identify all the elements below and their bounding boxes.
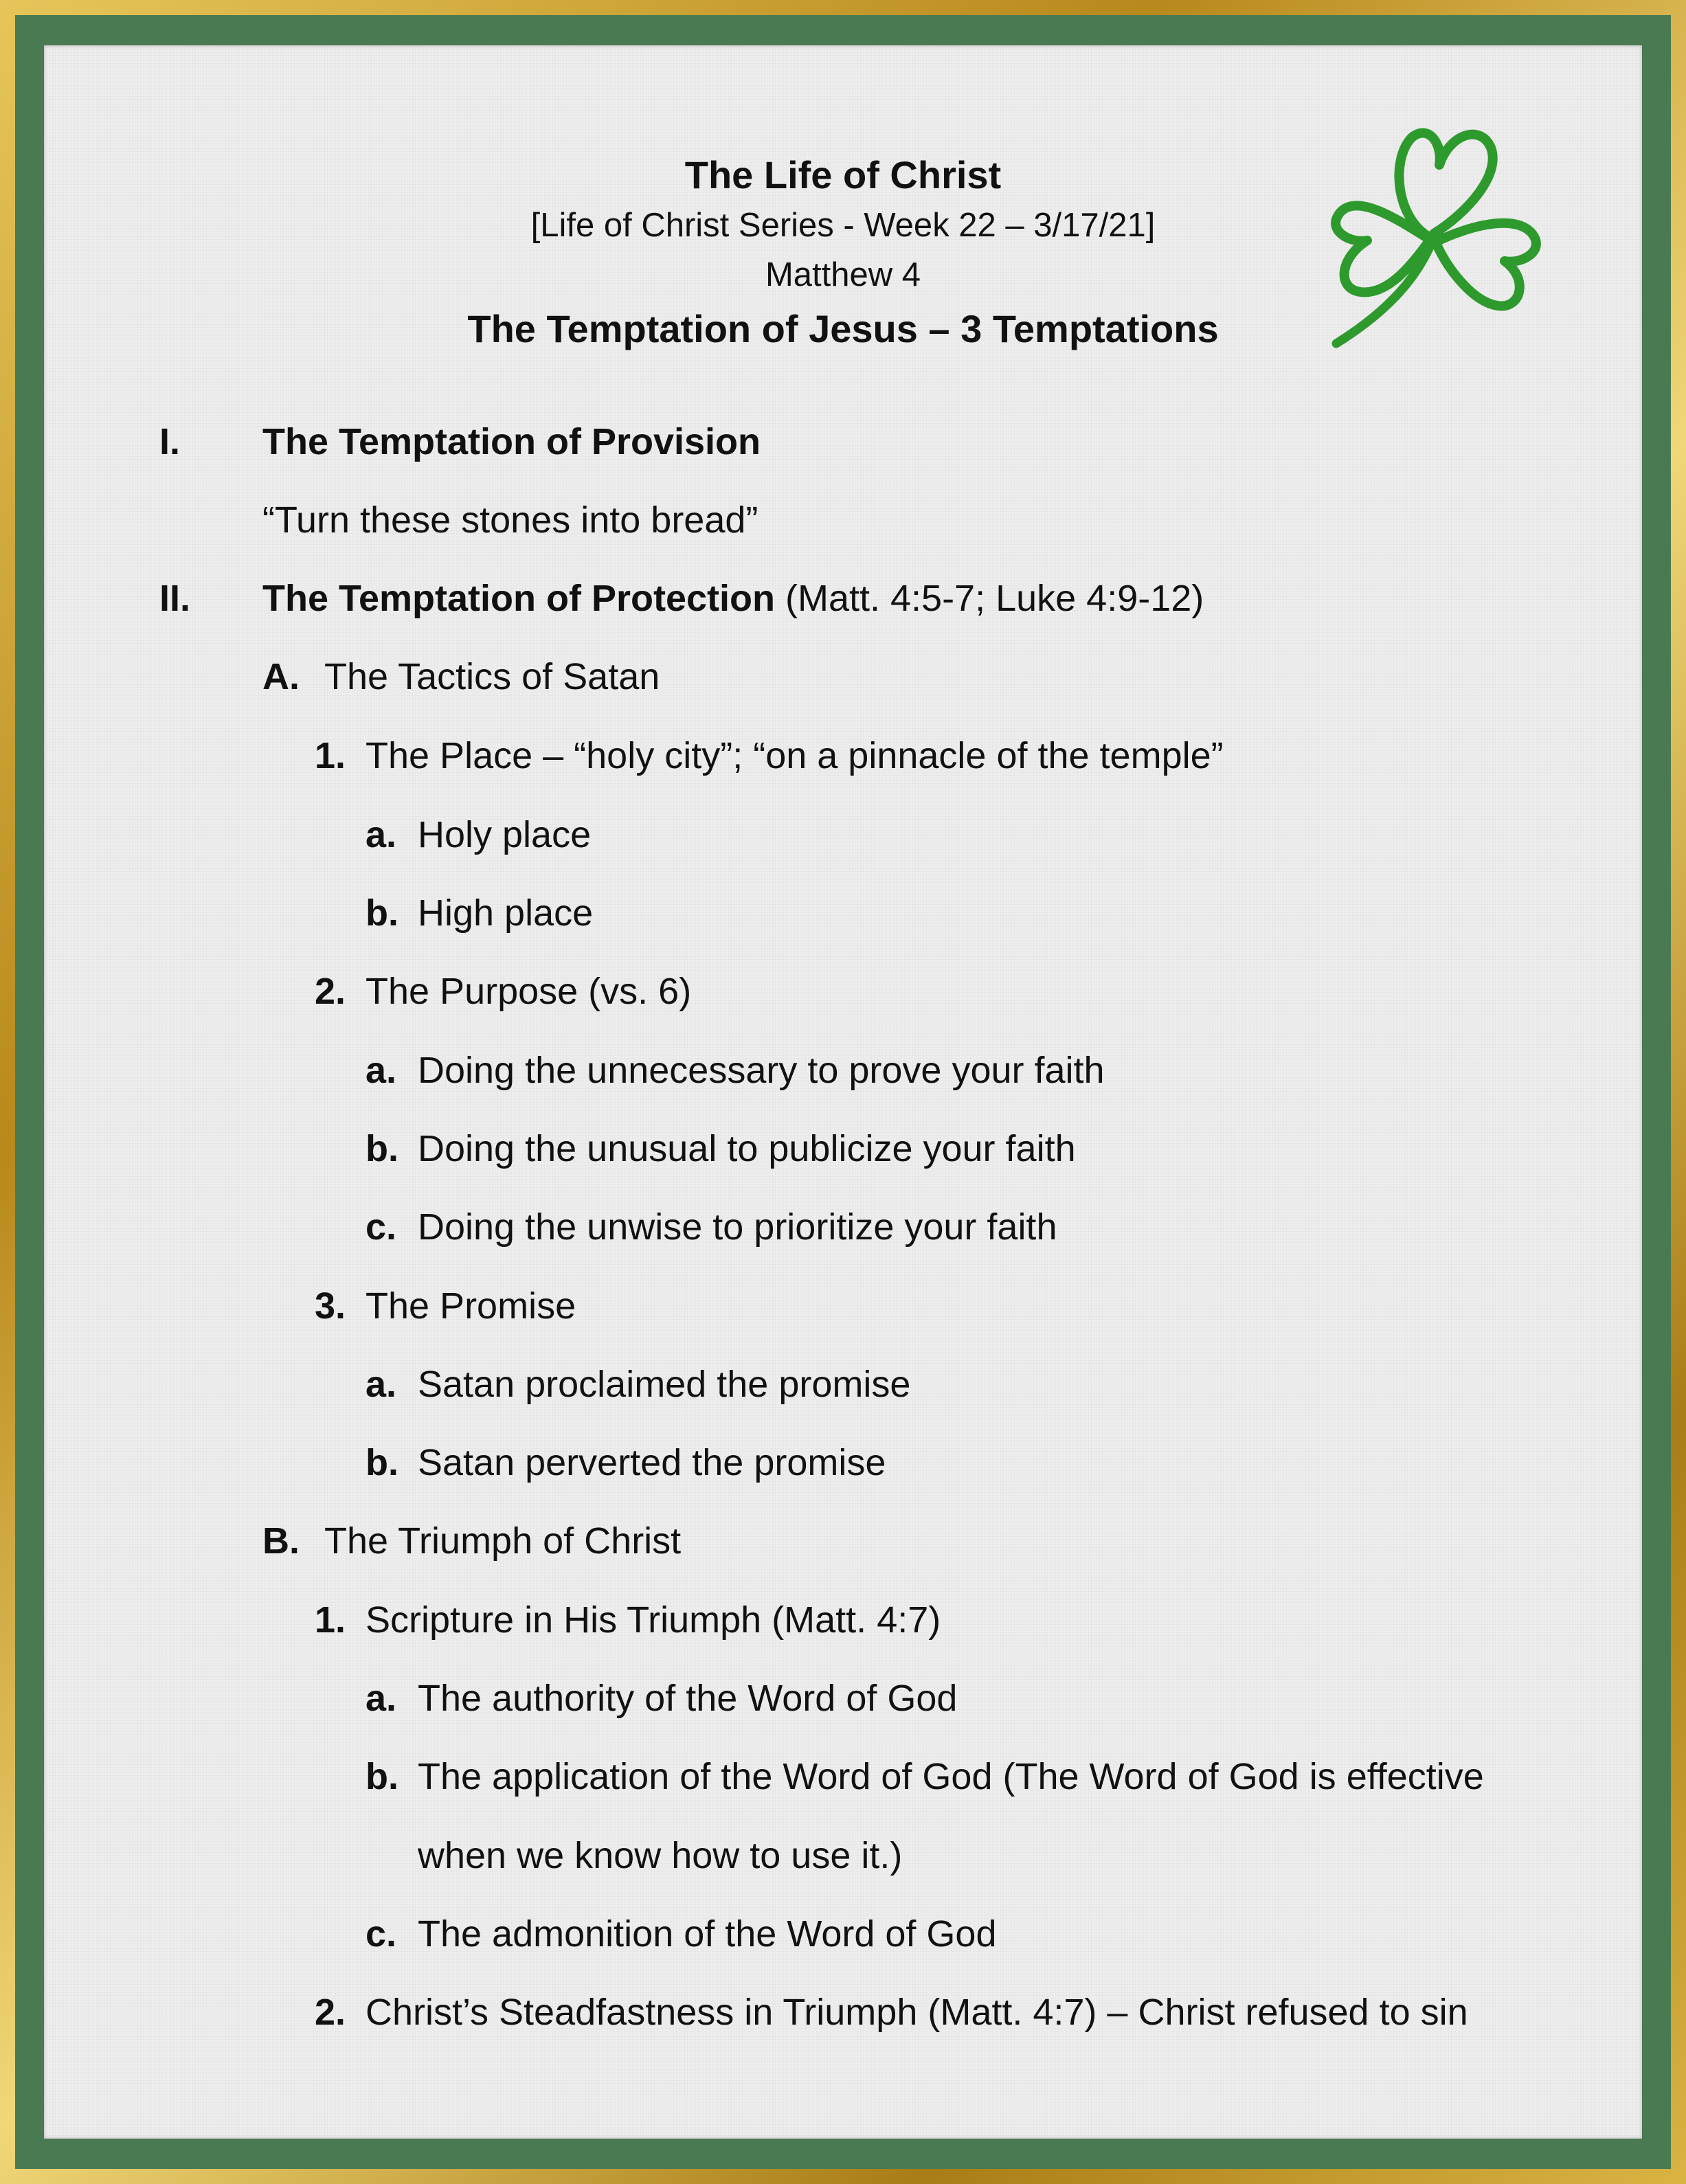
outline-text: Doing the unnecessary to prove your faith bbox=[418, 1050, 1105, 1091]
outline-text: The admonition of the Word of God bbox=[418, 1913, 997, 1955]
outline-marker: b. bbox=[366, 1128, 398, 1169]
outline-text: Christ’s Steadfastness in Triumph (Matt. 4:7) – Christ refused to sin bbox=[366, 1992, 1468, 2033]
outline-text: Holy place bbox=[418, 814, 592, 855]
outline-marker: a. bbox=[366, 814, 397, 855]
outline-marker: 1. bbox=[315, 735, 346, 776]
outline-marker: 3. bbox=[315, 1285, 346, 1327]
outline-text: The Place – “holy city”; “on a pinnacle of the temple” bbox=[366, 735, 1224, 776]
outline-text: The Tactics of Satan bbox=[324, 656, 660, 697]
scripture-reference: (Matt. 4:5-7; Luke 4:9-12) bbox=[774, 578, 1204, 619]
outline-marker: 1. bbox=[315, 1599, 346, 1641]
outline-text: The application of the Word of God (The Word of God is effective bbox=[418, 1756, 1484, 1797]
shamrock-icon bbox=[1309, 117, 1563, 357]
provision-quote: “Turn these stones into bread” bbox=[262, 499, 758, 541]
outline-text: Satan proclaimed the promise bbox=[418, 1364, 911, 1405]
outline-text: Scripture in His Triumph (Matt. 4:7) bbox=[366, 1599, 941, 1641]
section-title: The Temptation of Provision bbox=[262, 421, 761, 462]
outline-marker: 2. bbox=[315, 971, 346, 1012]
passage-line: Matthew 4 bbox=[765, 256, 921, 293]
outline-marker: a. bbox=[366, 1050, 397, 1091]
outline-text-continuation: when we know how to use it.) bbox=[418, 1835, 903, 1876]
page-title: The Life of Christ bbox=[684, 153, 1002, 196]
outline-text: Doing the unusual to publicize your faith bbox=[418, 1128, 1076, 1169]
outline-marker: b. bbox=[366, 1756, 398, 1797]
outline-marker: I. bbox=[159, 421, 181, 462]
outline-text: The Triumph of Christ bbox=[324, 1520, 682, 1562]
outline-marker: a. bbox=[366, 1364, 397, 1405]
outline-marker: 2. bbox=[315, 1992, 346, 2033]
outline-marker: b. bbox=[366, 1442, 398, 1483]
outline-marker: A. bbox=[262, 656, 300, 697]
outline-marker: c. bbox=[366, 1913, 397, 1955]
outline-text: High place bbox=[418, 892, 594, 934]
section-title: The Temptation of Protection bbox=[262, 578, 775, 619]
outline-marker: b. bbox=[366, 892, 398, 934]
outline-marker: II. bbox=[159, 578, 191, 619]
outline-text: Doing the unwise to prioritize your faith bbox=[418, 1206, 1057, 1248]
outline-marker: a. bbox=[366, 1678, 397, 1719]
outline-text: The authority of the Word of God bbox=[418, 1678, 958, 1719]
outline-marker: c. bbox=[366, 1206, 397, 1248]
outline-marker: B. bbox=[262, 1520, 300, 1562]
outline-text: The Purpose (vs. 6) bbox=[366, 971, 692, 1012]
outline-text: The Promise bbox=[366, 1285, 576, 1327]
paper-page bbox=[44, 45, 1642, 2139]
page-subtitle: The Temptation of Jesus – 3 Temptations bbox=[467, 307, 1219, 350]
outline-text: Satan perverted the promise bbox=[418, 1442, 886, 1483]
series-line: [Life of Christ Series - Week 22 – 3/17/21] bbox=[530, 207, 1156, 244]
